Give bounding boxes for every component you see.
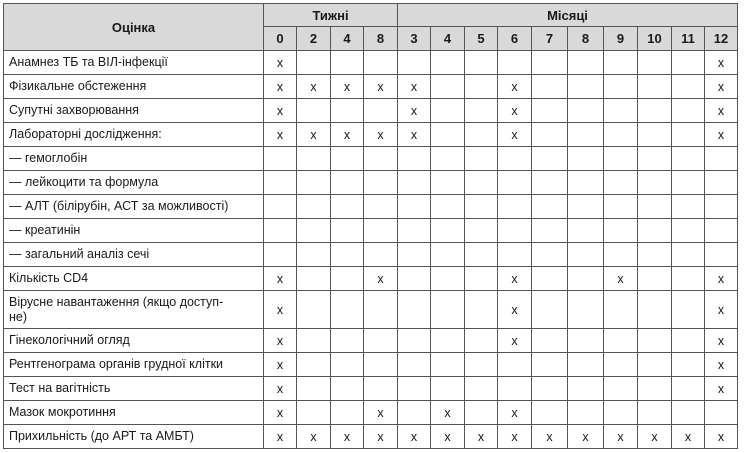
schedule-cell xyxy=(264,219,297,243)
schedule-cell: x xyxy=(705,267,738,291)
schedule-cell xyxy=(398,353,431,377)
schedule-cell xyxy=(297,171,331,195)
table-row xyxy=(4,75,738,99)
schedule-cell xyxy=(264,195,297,219)
schedule-cell xyxy=(638,243,672,267)
month-column-header: 11 xyxy=(672,27,705,51)
table-row xyxy=(4,123,738,147)
schedule-cell: x xyxy=(264,267,297,291)
month-column-header: 7 xyxy=(532,27,568,51)
table-row xyxy=(4,195,738,219)
table-row xyxy=(4,291,738,329)
schedule-cell xyxy=(465,353,498,377)
schedule-cell xyxy=(331,171,364,195)
schedule-cell xyxy=(331,219,364,243)
schedule-cell xyxy=(498,51,532,75)
schedule-cell xyxy=(398,219,431,243)
schedule-cell: x xyxy=(398,75,431,99)
schedule-cell xyxy=(398,401,431,425)
schedule-cell: x xyxy=(331,75,364,99)
schedule-cell xyxy=(465,219,498,243)
schedule-cell xyxy=(431,51,465,75)
schedule-cell xyxy=(568,353,604,377)
schedule-cell xyxy=(705,171,738,195)
schedule-cell xyxy=(705,401,738,425)
schedule-cell xyxy=(431,329,465,353)
week-column-header: 8 xyxy=(364,27,398,51)
schedule-cell xyxy=(568,329,604,353)
schedule-cell: x xyxy=(498,425,532,449)
schedule-cell xyxy=(431,195,465,219)
table-row xyxy=(4,99,738,123)
table-row xyxy=(4,377,738,401)
schedule-cell xyxy=(431,377,465,401)
schedule-cell: x xyxy=(297,75,331,99)
schedule-cell xyxy=(331,291,364,329)
schedule-cell xyxy=(568,99,604,123)
month-column-header: 3 xyxy=(398,27,431,51)
schedule-cell xyxy=(431,291,465,329)
schedule-cell: x xyxy=(264,425,297,449)
table-row xyxy=(4,267,738,291)
schedule-cell xyxy=(604,401,638,425)
schedule-cell xyxy=(465,291,498,329)
schedule-cell xyxy=(297,401,331,425)
schedule-cell xyxy=(297,353,331,377)
schedule-cell xyxy=(638,171,672,195)
schedule-cell xyxy=(331,329,364,353)
schedule-cell xyxy=(568,377,604,401)
row-label: Супутні захворювання xyxy=(4,99,264,123)
schedule-cell xyxy=(532,353,568,377)
schedule-cell xyxy=(465,243,498,267)
schedule-cell: x xyxy=(705,75,738,99)
schedule-cell xyxy=(398,267,431,291)
schedule-cell xyxy=(364,51,398,75)
schedule-cell xyxy=(672,401,705,425)
row-label: Прихильність (до АРТ та АМБТ) xyxy=(4,425,264,449)
schedule-cell xyxy=(532,123,568,147)
schedule-cell xyxy=(331,51,364,75)
schedule-cell xyxy=(431,99,465,123)
schedule-cell xyxy=(532,195,568,219)
schedule-cell xyxy=(604,147,638,171)
schedule-cell: x xyxy=(264,291,297,329)
schedule-cell xyxy=(705,195,738,219)
schedule-cell xyxy=(498,171,532,195)
schedule-cell xyxy=(297,195,331,219)
schedule-cell xyxy=(498,353,532,377)
schedule-cell xyxy=(465,267,498,291)
schedule-cell: x xyxy=(398,99,431,123)
schedule-cell xyxy=(297,147,331,171)
schedule-cell: x xyxy=(297,425,331,449)
schedule-cell: x xyxy=(498,401,532,425)
schedule-cell: x xyxy=(604,425,638,449)
schedule-cell xyxy=(672,75,705,99)
schedule-cell: x xyxy=(498,291,532,329)
schedule-cell xyxy=(568,51,604,75)
schedule-cell xyxy=(604,243,638,267)
schedule-cell: x xyxy=(672,425,705,449)
schedule-cell xyxy=(638,99,672,123)
table-row xyxy=(4,51,738,75)
schedule-cell xyxy=(638,219,672,243)
schedule-cell xyxy=(331,401,364,425)
schedule-cell xyxy=(638,51,672,75)
month-column-header: 4 xyxy=(431,27,465,51)
schedule-cell: x xyxy=(364,75,398,99)
schedule-cell xyxy=(465,195,498,219)
schedule-cell xyxy=(604,291,638,329)
schedule-cell xyxy=(568,147,604,171)
schedule-cell xyxy=(297,267,331,291)
schedule-cell: x xyxy=(705,377,738,401)
schedule-cell xyxy=(672,195,705,219)
table-row xyxy=(4,147,738,171)
schedule-cell xyxy=(431,243,465,267)
schedule-cell xyxy=(331,99,364,123)
schedule-cell xyxy=(568,195,604,219)
schedule-cell xyxy=(532,401,568,425)
schedule-cell: x xyxy=(431,401,465,425)
schedule-cell xyxy=(532,99,568,123)
schedule-cell xyxy=(398,171,431,195)
schedule-cell: x xyxy=(705,329,738,353)
schedule-cell xyxy=(672,123,705,147)
schedule-cell xyxy=(398,291,431,329)
schedule-cell xyxy=(364,377,398,401)
schedule-cell xyxy=(638,377,672,401)
schedule-cell: x xyxy=(705,291,738,329)
schedule-cell xyxy=(532,377,568,401)
schedule-cell xyxy=(431,75,465,99)
schedule-cell xyxy=(638,75,672,99)
schedule-cell xyxy=(398,51,431,75)
schedule-cell: x xyxy=(364,401,398,425)
table-row xyxy=(4,425,738,449)
row-label: — загальний аналіз сечі xyxy=(4,243,264,267)
schedule-cell xyxy=(672,353,705,377)
schedule-cell xyxy=(264,243,297,267)
row-label: Фізикальне обстеження xyxy=(4,75,264,99)
schedule-cell xyxy=(364,99,398,123)
schedule-cell xyxy=(672,147,705,171)
schedule-cell: x xyxy=(705,353,738,377)
schedule-cell xyxy=(604,353,638,377)
schedule-cell xyxy=(364,195,398,219)
schedule-cell xyxy=(465,147,498,171)
schedule-cell xyxy=(398,329,431,353)
schedule-cell xyxy=(297,329,331,353)
schedule-cell xyxy=(532,219,568,243)
schedule-cell xyxy=(364,171,398,195)
schedule-cell: x xyxy=(465,425,498,449)
schedule-cell xyxy=(672,291,705,329)
row-label: — АЛТ (білірубін, АСТ за можливості) xyxy=(4,195,264,219)
schedule-cell: x xyxy=(364,267,398,291)
schedule-cell xyxy=(532,243,568,267)
table-body xyxy=(4,51,738,449)
schedule-cell: x xyxy=(638,425,672,449)
row-label: Мазок мокротиння xyxy=(4,401,264,425)
row-label: Лабораторні дослідження: xyxy=(4,123,264,147)
table-row xyxy=(4,353,738,377)
schedule-cell xyxy=(498,243,532,267)
schedule-cell xyxy=(431,171,465,195)
schedule-cell xyxy=(465,377,498,401)
row-label: — гемоглобін xyxy=(4,147,264,171)
schedule-cell xyxy=(465,329,498,353)
schedule-cell: x xyxy=(604,267,638,291)
month-column-header: 9 xyxy=(604,27,638,51)
row-label: Кількість CD4 xyxy=(4,267,264,291)
schedule-cell xyxy=(604,195,638,219)
schedule-cell xyxy=(264,147,297,171)
schedule-cell xyxy=(498,377,532,401)
schedule-cell xyxy=(331,377,364,401)
schedule-cell xyxy=(498,219,532,243)
table-row xyxy=(4,219,738,243)
month-column-header: 12 xyxy=(705,27,738,51)
schedule-cell xyxy=(331,267,364,291)
schedule-cell xyxy=(364,353,398,377)
schedule-cell xyxy=(568,267,604,291)
row-label: Анамнез ТБ та ВІЛ-інфекції xyxy=(4,51,264,75)
table-row xyxy=(4,401,738,425)
table-row xyxy=(4,171,738,195)
schedule-cell xyxy=(638,401,672,425)
schedule-cell xyxy=(568,291,604,329)
schedule-cell xyxy=(364,243,398,267)
schedule-cell xyxy=(568,243,604,267)
schedule-cell: x xyxy=(331,425,364,449)
schedule-cell xyxy=(604,99,638,123)
schedule-cell xyxy=(604,219,638,243)
schedule-cell: x xyxy=(264,377,297,401)
schedule-cell xyxy=(604,377,638,401)
schedule-cell: x xyxy=(705,51,738,75)
row-label: Рентгенограма органів грудної клітки xyxy=(4,353,264,377)
week-column-header: 0 xyxy=(264,27,297,51)
schedule-cell xyxy=(705,147,738,171)
schedule-cell xyxy=(604,51,638,75)
schedule-cell: x xyxy=(498,99,532,123)
schedule-cell: x xyxy=(264,353,297,377)
schedule-cell: x xyxy=(264,99,297,123)
schedule-cell xyxy=(297,99,331,123)
row-label: Тест на вагітність xyxy=(4,377,264,401)
schedule-cell xyxy=(264,171,297,195)
schedule-cell xyxy=(568,75,604,99)
schedule-cell xyxy=(364,329,398,353)
schedule-cell xyxy=(672,329,705,353)
schedule-cell xyxy=(604,329,638,353)
schedule-cell xyxy=(672,171,705,195)
schedule-cell xyxy=(431,353,465,377)
schedule-cell: x xyxy=(398,425,431,449)
schedule-cell: x xyxy=(297,123,331,147)
schedule-cell xyxy=(297,243,331,267)
schedule-cell xyxy=(431,147,465,171)
schedule-cell xyxy=(498,147,532,171)
schedule-cell xyxy=(532,291,568,329)
month-column-header: 5 xyxy=(465,27,498,51)
table-row xyxy=(4,329,738,353)
schedule-cell xyxy=(672,51,705,75)
schedule-cell xyxy=(431,219,465,243)
schedule-cell xyxy=(431,267,465,291)
schedule-cell xyxy=(568,123,604,147)
schedule-cell xyxy=(568,219,604,243)
schedule-cell: x xyxy=(364,425,398,449)
schedule-cell xyxy=(398,377,431,401)
schedule-cell xyxy=(398,195,431,219)
schedule-cell: x xyxy=(264,123,297,147)
schedule-cell: x xyxy=(264,75,297,99)
week-column-header: 2 xyxy=(297,27,331,51)
schedule-cell: x xyxy=(568,425,604,449)
table-row xyxy=(4,243,738,267)
schedule-cell: x xyxy=(498,123,532,147)
schedule-cell xyxy=(364,219,398,243)
schedule-cell xyxy=(465,401,498,425)
schedule-cell: x xyxy=(431,425,465,449)
schedule-cell xyxy=(638,267,672,291)
month-column-header: 8 xyxy=(568,27,604,51)
schedule-cell xyxy=(398,243,431,267)
schedule-cell xyxy=(465,51,498,75)
schedule-cell xyxy=(532,75,568,99)
schedule-cell xyxy=(398,147,431,171)
schedule-cell xyxy=(532,329,568,353)
month-column-header: 6 xyxy=(498,27,532,51)
schedule-cell xyxy=(604,123,638,147)
schedule-cell: x xyxy=(532,425,568,449)
schedule-cell xyxy=(672,243,705,267)
schedule-cell xyxy=(364,291,398,329)
schedule-cell xyxy=(532,171,568,195)
schedule-cell xyxy=(431,123,465,147)
schedule-cell xyxy=(604,75,638,99)
schedule-cell xyxy=(532,147,568,171)
schedule-cell xyxy=(498,195,532,219)
schedule-cell xyxy=(364,147,398,171)
schedule-cell xyxy=(532,51,568,75)
schedule-cell: x xyxy=(705,123,738,147)
schedule-cell: x xyxy=(705,99,738,123)
schedule-cell xyxy=(532,267,568,291)
schedule-cell: x xyxy=(264,329,297,353)
schedule-cell xyxy=(331,353,364,377)
schedule-cell xyxy=(638,147,672,171)
row-label: Вірусне навантаження (якщо доступ- не) xyxy=(4,291,264,329)
schedule-cell: x xyxy=(364,123,398,147)
schedule-cell: x xyxy=(398,123,431,147)
schedule-cell xyxy=(638,123,672,147)
schedule-cell xyxy=(331,147,364,171)
schedule-cell xyxy=(705,243,738,267)
schedule-cell: x xyxy=(498,75,532,99)
schedule-cell xyxy=(638,291,672,329)
schedule-cell xyxy=(297,291,331,329)
schedule-cell xyxy=(705,219,738,243)
schedule-cell: x xyxy=(331,123,364,147)
schedule-cell: x xyxy=(264,401,297,425)
schedule-cell xyxy=(672,219,705,243)
months-header: Місяці xyxy=(398,4,738,27)
schedule-cell xyxy=(465,123,498,147)
schedule-cell xyxy=(331,195,364,219)
schedule-cell: x xyxy=(264,51,297,75)
weeks-header: Тижні xyxy=(264,4,398,27)
schedule-cell xyxy=(331,243,364,267)
schedule-cell xyxy=(638,329,672,353)
schedule-cell xyxy=(672,377,705,401)
schedule-cell xyxy=(672,267,705,291)
schedule-cell xyxy=(297,219,331,243)
schedule-cell: x xyxy=(498,329,532,353)
schedule-cell: x xyxy=(705,425,738,449)
schedule-cell xyxy=(465,171,498,195)
schedule-cell xyxy=(297,377,331,401)
schedule-cell xyxy=(297,51,331,75)
schedule-cell xyxy=(568,401,604,425)
schedule-cell xyxy=(638,353,672,377)
schedule-cell xyxy=(465,75,498,99)
week-column-header: 4 xyxy=(331,27,364,51)
schedule-cell xyxy=(604,171,638,195)
schedule-cell xyxy=(465,99,498,123)
schedule-cell: x xyxy=(498,267,532,291)
row-label: — креатинін xyxy=(4,219,264,243)
month-column-header: 10 xyxy=(638,27,672,51)
assessment-schedule-table xyxy=(3,3,738,449)
row-label: — лейкоцити та формула xyxy=(4,171,264,195)
schedule-cell xyxy=(568,171,604,195)
row-label: Гінекологічний огляд xyxy=(4,329,264,353)
schedule-cell xyxy=(638,195,672,219)
schedule-cell xyxy=(672,99,705,123)
assessment-header: Оцінка xyxy=(4,4,264,51)
